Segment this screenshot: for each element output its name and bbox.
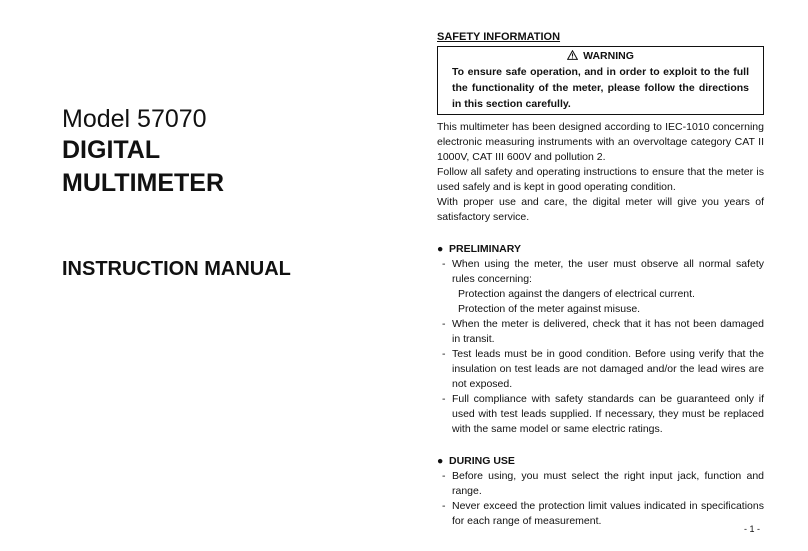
preliminary-heading [437,242,764,257]
preliminary-item-2: When the meter is delivered, check that it has not been damaged in transit. [452,318,764,345]
preliminary-item-1: When using the meter, the user must observe all normal safety rules concerning: [452,258,764,285]
warning-triangle-icon [567,50,578,60]
dash-icon: - [442,258,446,270]
title-line-1: DIGITAL [62,136,161,164]
list-item [437,317,764,347]
list-item [437,392,764,437]
cover-title-block [62,104,224,200]
bullet-icon: ● [437,243,444,255]
preliminary-subitem-2: Protection of the meter against misuse. [458,303,641,315]
safety-column [437,30,764,529]
during-use-list [437,469,764,529]
intro-paragraph-1: This multimeter has been designed according to IEC-1010 concerning electronic measuring instruments with an overvoltage category CAT II 1000V, CAT III 600V and pollution 2. [437,121,764,163]
preliminary-item-4: Full compliance with safety standards can be guaranteed only if used with test leads supplied. If necessary, they must be replaced with the same model or same electric ratings. [452,393,764,435]
list-item [437,499,764,529]
intro-paragraph-3: With proper use and care, the digital meter will give you years of satisfactory service. [437,196,764,223]
during-use-item-2: Never exceed the protection limit values indicated in specifications for each range of measurement. [452,500,764,527]
warning-label: WARNING [583,50,634,62]
warning-header [452,49,749,64]
preliminary-item-3: Test leads must be in good condition. Before using verify that the insulation on test leads are not damaged and/or the lead wires are not exposed. [452,348,764,390]
dash-icon: - [442,348,446,360]
title-line-2: MULTIMETER [62,169,225,197]
list-item [437,257,764,317]
model-name: Model 57070 [62,105,207,133]
warning-text: To ensure safe operation, and in order to exploit to the full the functionality of the meter, please follow the directions in this section carefully. [452,66,749,110]
preliminary-list [437,257,764,437]
warning-box [437,46,764,115]
preliminary-heading-text: PRELIMINARY [449,243,521,255]
during-use-heading [437,454,764,469]
page-number: - 1 - [744,524,761,534]
manual-label: INSTRUCTION MANUAL [62,258,291,280]
bullet-icon: ● [437,455,444,467]
intro-paragraph-2: Follow all safety and operating instructions to ensure that the meter is used safely and is kept in good operating condition. [437,166,764,193]
list-item [437,347,764,392]
dash-icon: - [442,318,446,330]
dash-icon: - [442,470,446,482]
preliminary-subitem-1: Protection against the dangers of electrical current. [458,288,695,300]
dash-icon: - [442,500,446,512]
dash-icon: - [442,393,446,405]
safety-title: SAFETY INFORMATION [437,31,561,43]
during-use-item-1: Before using, you must select the right input jack, function and range. [452,470,764,497]
during-use-heading-text: DURING USE [449,455,515,467]
list-item [437,469,764,499]
